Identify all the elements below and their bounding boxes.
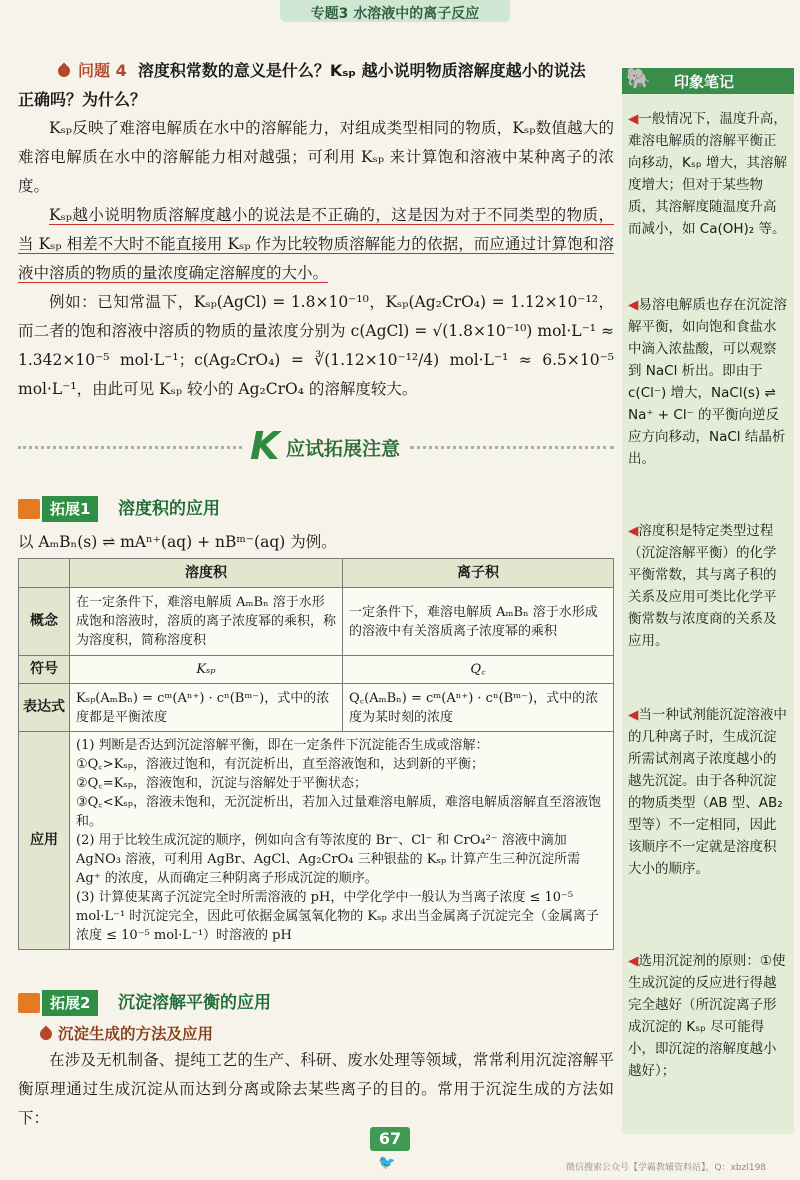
application-line-6: (3) 计算使某离子沉淀完全时所需溶液的 pH，中学化学中一般认为当离子浓度 ≤ 10⁻⁵ mol·L⁻¹ 时沉淀完全，因此可依据金属氢氧化物的 Kₛₚ 求出当金属离子沉淀完全（金属离子浓度 ≤ 10⁻⁵ mol·L⁻¹）时溶液的 pH	[76, 890, 599, 943]
question-label: 问题 4	[78, 61, 127, 80]
sidebar-note-2	[628, 294, 788, 470]
elephant-icon: 🐘	[626, 66, 651, 90]
table-header-blank	[19, 559, 70, 588]
note-4-text: 当一种试剂能沉淀溶液中的几种离子时，生成沉淀所需试剂离子浓度越小的越先沉淀。由于各种沉淀的物质类型（AB 型、AB₂ 型等）不一定相同，因此该顺序不一定就是溶度积大小的顺序。	[628, 707, 787, 877]
subheading-text: 沉淀生成的方法及应用	[58, 1025, 214, 1043]
cell-symbol-qc: Q꜀	[343, 656, 614, 684]
note-3-text: 溶度积是特定类型过程（沉淀溶解平衡）的化学平衡常数，其与离子积的关系及应用可类比化学平衡常数与浓度商的关系及应用。	[628, 523, 777, 649]
banner-k-logo: K	[250, 424, 280, 468]
extension-1-label: 拓展1	[42, 496, 98, 522]
table-header-row	[19, 559, 614, 588]
footer-watermark: 微信搜索公众号【学霸教辅资料站】，Q：xbzl198	[566, 1163, 767, 1173]
sidebar-note-5	[628, 950, 788, 1082]
final-paragraph: 在涉及无机制备、提纯工艺的生产、科研、废水处理等领域，常常利用沉淀溶解平衡原理通过生成沉淀从而达到分离或除去某些离子的目的。常用于沉淀生成的方法如下：	[18, 1051, 614, 1127]
question-title-line2: 正确吗？为什么？	[18, 90, 147, 109]
underlined-conclusion: Kₛₚ越小说明物质溶解度越小的说法是不正确的，这是因为对于不同类型的物质，当 Kₛₚ 相差不大时不能直接用 Kₛₚ 作为比较物质溶解能力的依据，而应通过计算饱和溶液中溶质的物质的量浓度确定溶解度的大小。	[18, 206, 614, 282]
answer-paragraph-3: 例如：已知常温下，Kₛₚ(AgCl) = 1.8×10⁻¹⁰，Kₛₚ(Ag₂CrO₄) = 1.12×10⁻¹²，而二者的饱和溶液中溶质的物质的量浓度分别为 c(AgCl) = √(1.8×10⁻¹⁰) mol·L⁻¹ ≈ 1.342×10⁻⁵ mol·L⁻¹；c(Ag₂CrO₄) = ∛(1.12×10⁻¹²/4) mol·L⁻¹ ≈ 6.5×10⁻⁵ mol·L⁻¹，由此可见 Kₛₚ 较小的 Ag₂CrO₄ 的溶解度较大。	[18, 293, 614, 398]
answer-paragraph-1: Kₛₚ反映了难溶电解质在水中的溶解能力，对组成类型相同的物质，Kₛₚ数值越大的难溶电解质在水中的溶解能力相对越强；可利用 Kₛₚ 来计算饱和溶液中某种离子的浓度。	[18, 119, 614, 195]
cell-expression-qc: Q꜀(AₘBₙ) = cᵐ(Aⁿ⁺) · cⁿ(Bᵐ⁻)，式中的浓度为某时刻的浓度	[343, 684, 614, 732]
row-label-concept: 概念	[19, 588, 70, 656]
drop-icon	[38, 1026, 55, 1043]
book-icon	[18, 993, 40, 1013]
comparison-table	[18, 558, 614, 950]
note-2-text: 易溶电解质也存在沉淀溶解平衡，如向饱和食盐水中滴入浓盐酸，可以观察到 NaCl 析出。即由于 c(Cl⁻) 增大，NaCl(s) ⇌ Na⁺ + Cl⁻ 的平衡向逆反应方向移动，NaCl 结晶析出。	[628, 297, 787, 467]
note-marker-icon: ◀	[628, 523, 639, 539]
note-marker-icon: ◀	[628, 953, 639, 969]
banner-title: 应试拓展注意	[286, 438, 401, 460]
table-row	[19, 684, 614, 732]
table-row	[19, 732, 614, 950]
page-number: 67	[370, 1127, 410, 1151]
banner-divider-right	[410, 446, 614, 449]
cell-symbol-ksp: Kₛₚ	[70, 656, 343, 684]
table-row	[19, 656, 614, 684]
intro-line: 以 AₘBₙ(s) ⇌ mAⁿ⁺(aq) + nBᵐ⁻(aq) 为例。	[18, 533, 337, 551]
note-5-text: 选用沉淀剂的原则：①使生成沉淀的反应进行得越完全越好（所沉淀离子形成沉淀的 Kₛₚ 尽可能得小，即沉淀的溶解度越小越好）；	[628, 953, 786, 1079]
extension-2-title: 沉淀溶解平衡的应用	[118, 993, 271, 1013]
cell-application	[70, 732, 614, 950]
row-label-symbol: 符号	[19, 656, 70, 684]
subheading	[40, 1022, 213, 1044]
sidebar-header	[622, 68, 794, 94]
cell-concept-ksp: 在一定条件下，难溶电解质 AₘBₙ 溶于水形成饱和溶液时，溶质的离子浓度幂的乘积，称为溶度积，简称溶度积	[70, 588, 343, 656]
page-header	[0, 0, 800, 58]
extension-1-title: 溶度积的应用	[118, 499, 220, 519]
bird-icon: 🐦	[378, 1155, 396, 1171]
note-marker-icon: ◀	[628, 297, 639, 313]
extension-2-heading	[18, 990, 318, 1016]
row-label-expression: 表达式	[19, 684, 70, 732]
application-line-4: ③Q꜀<Kₛₚ，溶液未饱和，无沉淀析出，若加入过量难溶电解质，难溶电解质溶解直至溶液饱和。	[76, 795, 601, 829]
application-line-2: ①Q꜀>Kₛₚ，溶液过饱和，有沉淀析出，直至溶液饱和，达到新的平衡；	[76, 757, 484, 772]
note-marker-icon: ◀	[628, 111, 639, 127]
answer-paragraph-2	[18, 201, 614, 288]
row-label-application: 应用	[19, 732, 70, 950]
application-line-1: (1) 判断是否达到沉淀溶解平衡，即在一定条件下沉淀能否生成或溶解：	[76, 738, 489, 753]
book-icon	[18, 499, 40, 519]
application-line-5: (2) 用于比较生成沉淀的顺序，例如向含有等浓度的 Br⁻、Cl⁻ 和 CrO₄²⁻ 溶液中滴加 AgNO₃ 溶液，可利用 AgBr、AgCl、Ag₂CrO₄ 三种银盐的 Kₛₚ 计算产生三种沉淀所需 Ag⁺ 的浓度，从而确定三种阴离子形成沉淀的顺序。	[76, 833, 581, 886]
sidebar-note-3	[628, 520, 788, 652]
note-marker-icon: ◀	[628, 707, 639, 723]
question-title-line1: 溶度积常数的意义是什么？Kₛₚ 越小说明物质溶解度越小的说法	[137, 61, 586, 80]
notes-sidebar	[622, 68, 794, 1134]
table-header-ksp: 溶度积	[70, 559, 343, 588]
sidebar-note-1	[628, 108, 788, 240]
extension-2-label: 拓展2	[42, 990, 98, 1016]
header-title: 专题3 水溶液中的离子反应	[310, 6, 480, 22]
table-header-qc: 离子积	[343, 559, 614, 588]
note-1-text: 一般情况下，温度升高，难溶电解质的溶解平衡正向移动，Kₛₚ 增大，其溶解度增大；但对于某些物质，其溶解度随温度升高而减小，如 Ca(OH)₂ 等。	[628, 111, 787, 237]
banner-divider-left	[18, 446, 242, 449]
cell-concept-qc: 一定条件下，难溶电解质 AₘBₙ 溶于水形成的溶液中有关溶质离子浓度幂的乘积	[343, 588, 614, 656]
cell-expression-ksp: Kₛₚ(AₘBₙ) = cᵐ(Aⁿ⁺) · cⁿ(Bᵐ⁻)，式中的浓度都是平衡浓度	[70, 684, 343, 732]
sidebar-note-4	[628, 704, 788, 880]
question-title	[18, 56, 614, 85]
question-section	[18, 56, 614, 404]
sidebar-title: 印象笔记	[674, 73, 735, 91]
drop-icon	[56, 63, 73, 80]
application-line-3: ②Q꜀=Kₛₚ，溶液饱和，沉淀与溶解处于平衡状态；	[76, 776, 367, 791]
section-banner	[18, 424, 614, 468]
table-row	[19, 588, 614, 656]
extension-1-heading	[18, 496, 318, 522]
final-paragraph-block	[18, 1046, 614, 1133]
